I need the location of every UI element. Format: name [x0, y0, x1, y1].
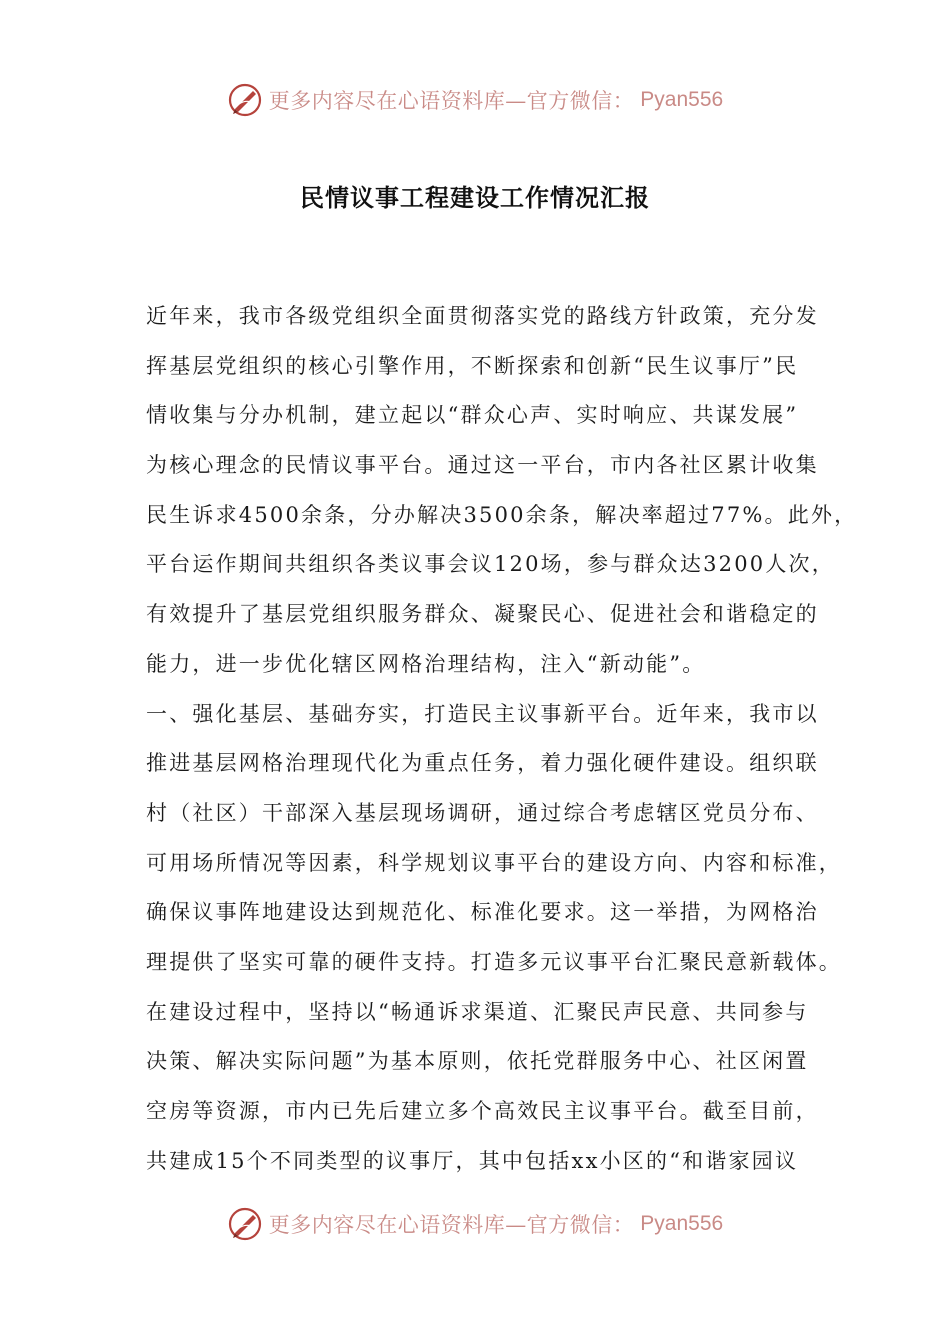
body-line: 可用场所情况等因素，科学规划议事平台的建设方向、内容和标准， [146, 850, 842, 875]
body-line: 确保议事阵地建设达到规范化、标准化要求。这一举措，为网格治 [146, 900, 819, 925]
watermark-wechat-id: Pyan556 [640, 1212, 724, 1235]
body-line: 空房等资源，市内已先后建立多个高效民主议事平台。截至目前， [146, 1099, 819, 1123]
body-line: 共建成15个不同类型的议事厅，其中包括xx小区的“和谐家园议 [146, 1148, 799, 1173]
body-line: 理提供了坚实可靠的硬件支持。打造多元议事平台汇聚民意新载体。 [146, 949, 842, 974]
body-line: 推进基层网格治理现代化为重点任务，着力强化硬件建设。组织联 [146, 751, 819, 776]
body-line: 村（社区）干部深入基层现场调研，通过综合考虑辖区党员分布、 [146, 800, 819, 825]
body-line: 能力，进一步优化辖区网格治理结构，注入“新动能”。 [146, 651, 706, 676]
body-line: 有效提升了基层党组织服务群众、凝聚民心、促进社会和谐稳定的 [146, 602, 819, 627]
body-line: 平台运作期间共组织各类议事会议120场，参与群众达3200人次， [146, 552, 835, 577]
body-line: 挥基层党组织的核心引擎作用，不断探索和创新“民生议事厅”民 [146, 353, 799, 378]
document-title: 民情议事工程建设工作情况汇报 [300, 184, 650, 212]
body-line: 决策、解决实际问题”为基本原则，依托党群服务中心、社区闲置 [146, 1049, 809, 1074]
body-line: 情收集与分办机制，建立起以“群众心声、实时响应、共谋发展” [146, 403, 799, 428]
body-line: 近年来，我市各级党组织全面贯彻落实党的路线方针政策，充分发 [146, 304, 819, 328]
pen-circle-logo-icon [227, 1206, 263, 1242]
body-line: 在建设过程中，坚持以“畅通诉求渠道、汇聚民声民意、共同参与 [146, 999, 809, 1024]
body-line: 民生诉求4500余条，分办解决3500余条，解决率超过77%。此外， [146, 502, 858, 527]
watermark-wechat-id: Pyan556 [640, 88, 724, 111]
footer-watermark [0, 1206, 950, 1242]
body-line: 一、强化基层、基础夯实，打造民主议事新平台。近年来，我市以 [146, 701, 819, 726]
header-watermark [0, 82, 950, 118]
pen-circle-logo-icon [227, 82, 263, 118]
watermark-text: 更多内容尽在心语资料库—官方微信： [268, 89, 635, 113]
watermark-text: 更多内容尽在心语资料库—官方微信： [268, 1213, 635, 1237]
body-line: 为核心理念的民情议事平台。通过这一平台，市内各社区累计收集 [146, 453, 819, 478]
document-body [146, 292, 858, 1186]
